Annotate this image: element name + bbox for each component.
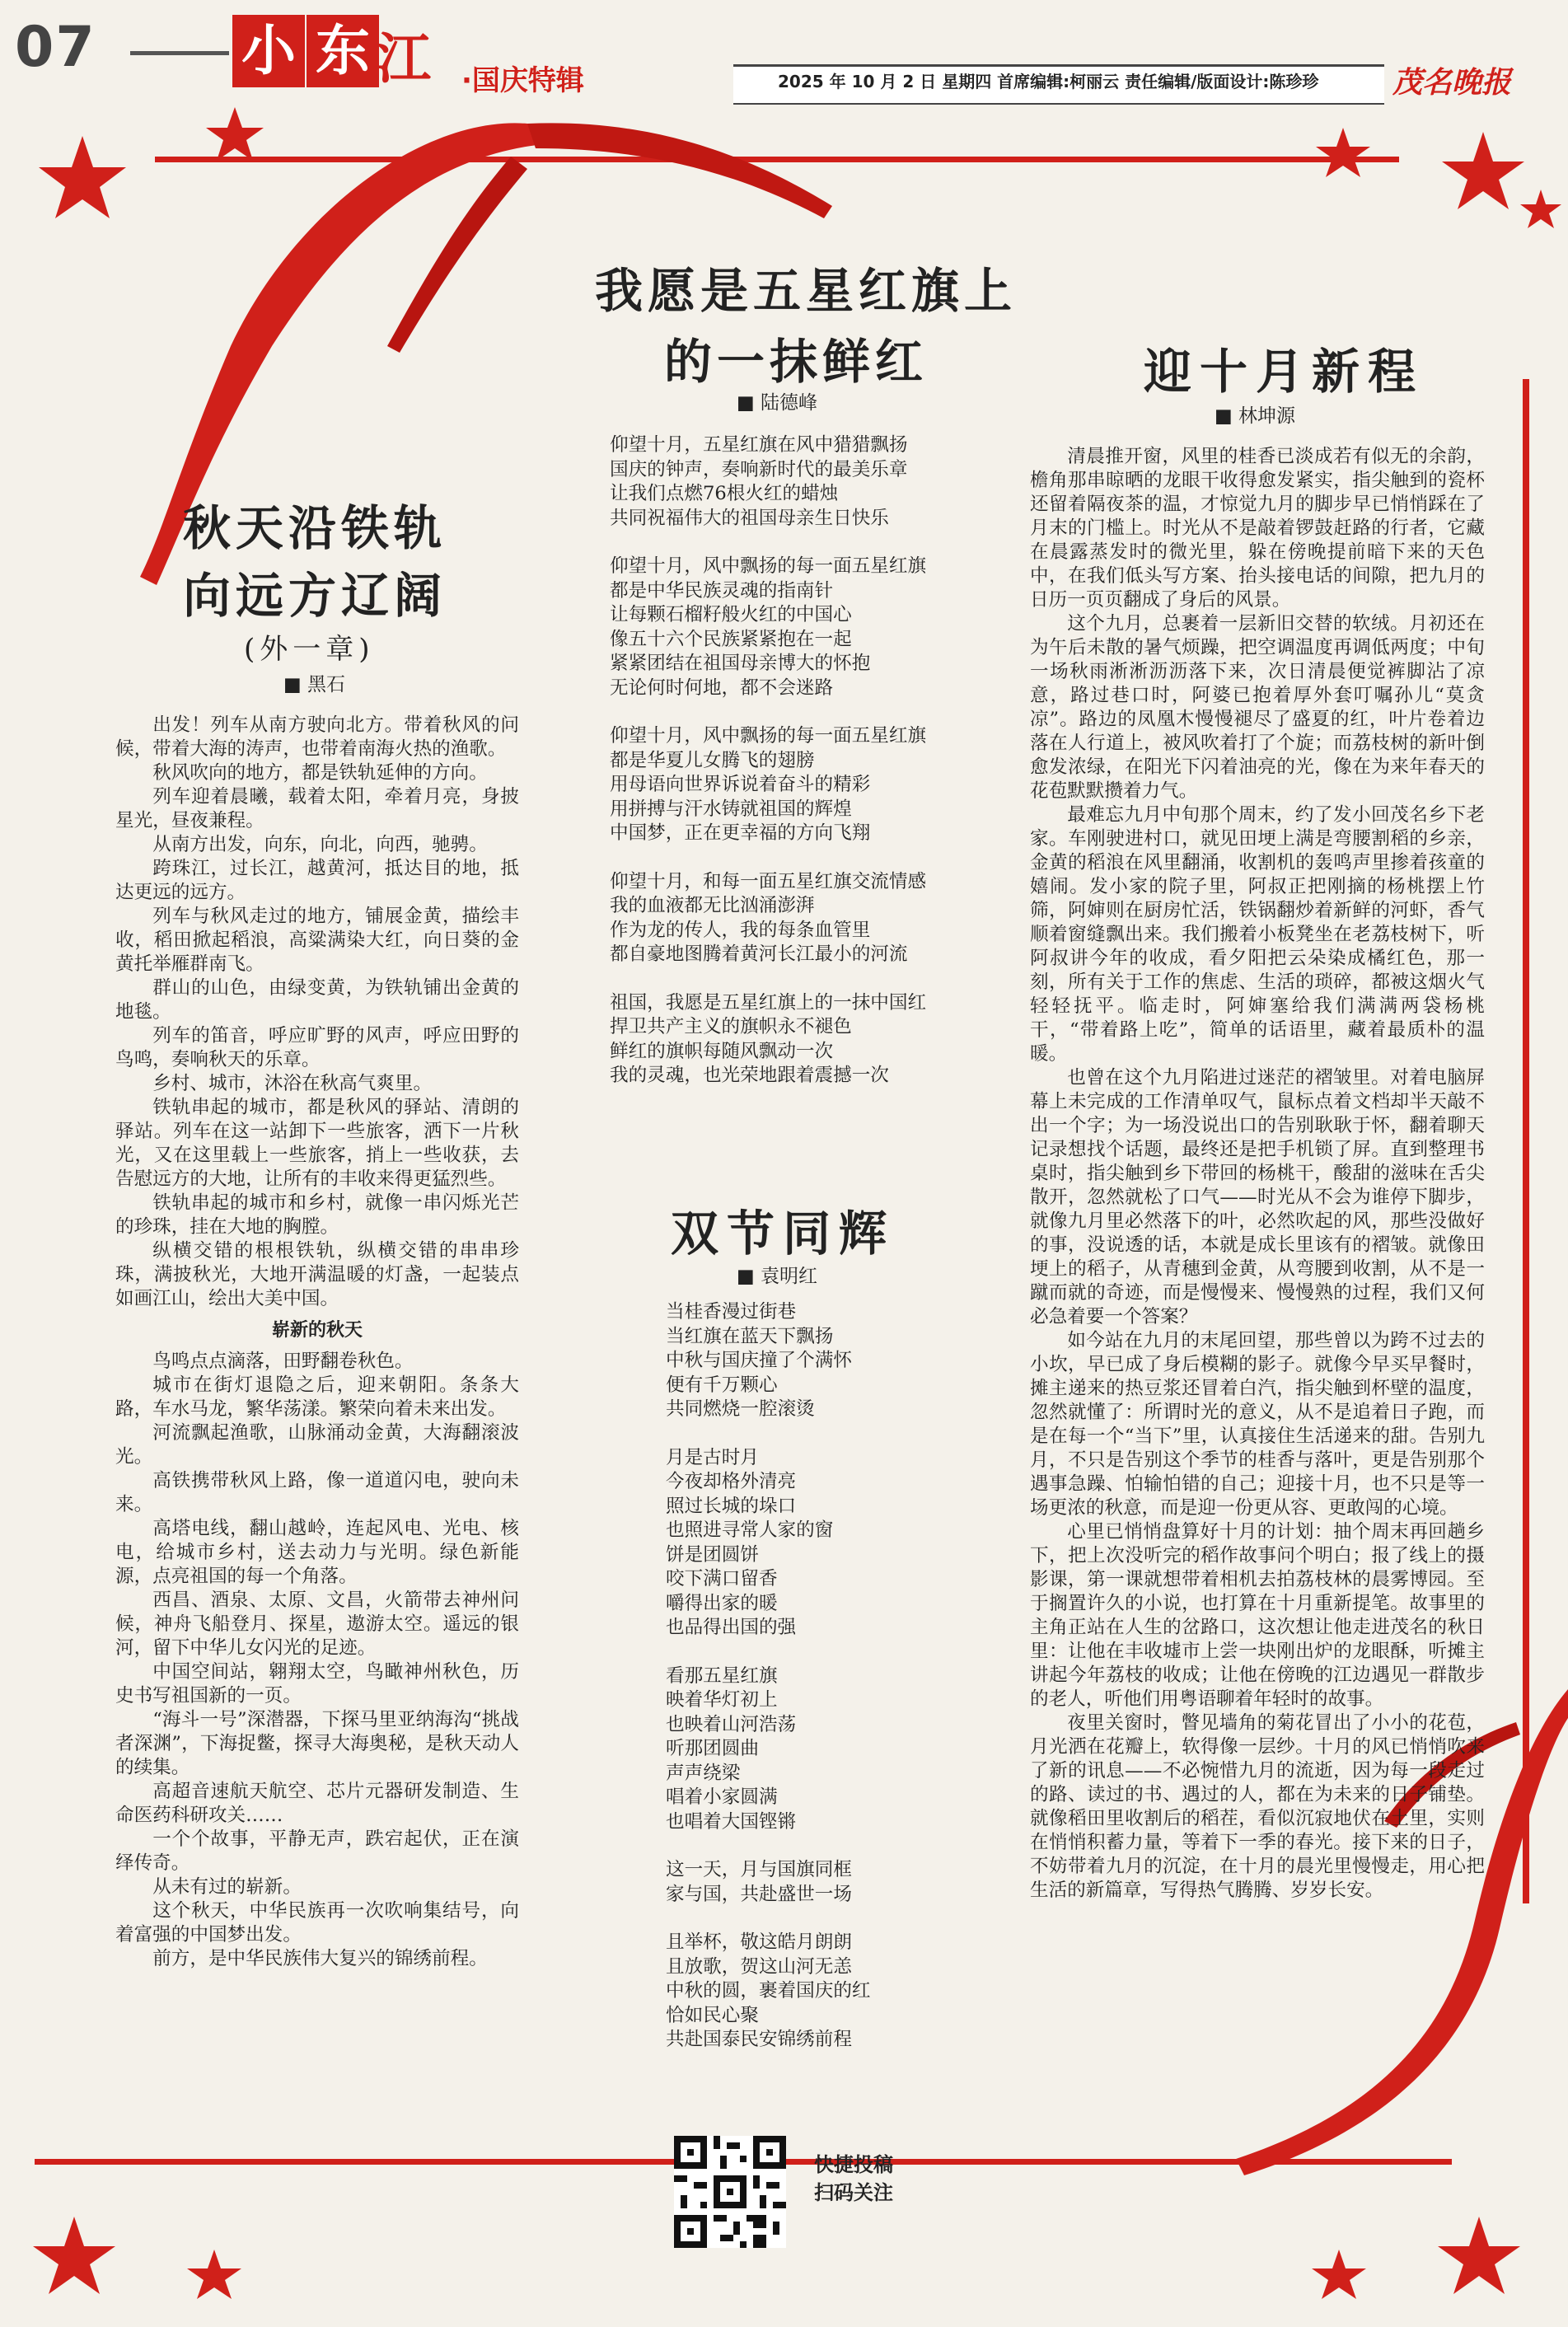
poem-line: 鲜红的旗帜每随风飘动一次 bbox=[610, 1040, 834, 1062]
poem-line: 听那团圆曲 bbox=[666, 1738, 759, 1759]
paragraph: 高超音速航天航空、芯片元器研发制造、生命医药科研攻关…… bbox=[115, 1781, 519, 1826]
poem-line: 紧紧团结在祖国母亲博大的怀抱 bbox=[610, 653, 871, 674]
poem-line: 嚼得出家的暖 bbox=[666, 1592, 778, 1614]
star-icon bbox=[1316, 128, 1370, 177]
poem-line: 无论何时何地，都不会迷路 bbox=[610, 677, 834, 699]
festival-author: ■ 袁明红 bbox=[737, 1261, 817, 1288]
poem-line: 月是古时月 bbox=[666, 1446, 759, 1468]
poem-line: 都自豪地图腾着黄河长江最小的河流 bbox=[610, 943, 908, 965]
poem-line: 像五十六个民族紧紧抱在一起 bbox=[610, 628, 852, 650]
poem-line: 中秋与国庆撞了个满怀 bbox=[666, 1350, 852, 1371]
poem-line: 今夜却格外清亮 bbox=[666, 1471, 797, 1492]
qr-caption-line1: 快捷投稿 bbox=[814, 2153, 893, 2176]
poem-line: 当红旗在蓝天下飘扬 bbox=[666, 1325, 834, 1347]
paragraph: 铁轨串起的城市和乡村，就像一串闪烁光芒的珍珠，挂在大地的胸膛。 bbox=[115, 1192, 519, 1238]
poem-line: 仰望十月，和每一面五星红旗交流情感 bbox=[610, 870, 927, 892]
paragraph: 从未有过的崭新。 bbox=[152, 1876, 302, 1898]
poem-line: 都是华夏儿女腾飞的翅膀 bbox=[610, 749, 815, 771]
poem-line: 映着华灯初上 bbox=[666, 1689, 778, 1711]
poem-line: 且举杯，敬这皓月朗朗 bbox=[666, 1931, 852, 1953]
paragraph: 高塔电线，翻山越岭，连起风电、光电、核电，给城市乡村，送去动力与光明。绿色新能源，点亮祖国的每一个角落。 bbox=[115, 1518, 519, 1587]
paragraph: 这个九月，总裹着一层新旧交替的软绒。月初还在为午后未散的暑气烦躁，把空调温度再调低两度；中旬一场秋雨淅淅沥沥落下来，次日清晨便觉裤脚沾了凉意，路过巷口时，阿婆已抱着厚外套叮嘱孙儿“莫贪凉”。路边的凤凰木慢慢褪尽了盛夏的红，叶片卷着边落在人行道上，被风吹着打了个旋；而荔枝树的新叶倒愈发浓绿，在阳光下闪着油亮的光，像在为来年春天的花苞默默攒着力气。 bbox=[1030, 613, 1485, 802]
paragraph: 秋风吹向的地方，都是铁轨延伸的方向。 bbox=[152, 762, 488, 784]
poem-line: 声声绕梁 bbox=[666, 1762, 741, 1784]
paragraph: 最难忘九月中旬那个周末，约了发小回茂名乡下老家。车刚驶进村口，就见田埂上满是弯腰割稻的乡亲，金黄的稻浪在风里翻涌，收割机的轰鸣声里掺着孩童的嬉闹。发小家的院子里，阿叔正把刚摘的杨桃摆上竹筛，阿婶则在厨房忙活，铁锅翻炒着新鲜的河虾，香气顺着窗缝飘出来。我们搬着小板凳坐在老荔枝树下，听阿叔讲今年的收成，看夕阳把云朵染成橘红色，那一刻，所有关于工作的焦虑、生活的琐碎，都被这烟火气轻轻抚平。临走时，阿婶塞给我们满满两袋杨桃干，“带着路上吃”，简单的话语里，藏着最质朴的温暖。 bbox=[1030, 804, 1485, 1065]
paragraph: 中国空间站，翱翔太空，鸟瞰神州秋色，历史书写祖国新的一页。 bbox=[115, 1661, 519, 1707]
qr-caption-line2: 扫码关注 bbox=[814, 2181, 893, 2204]
paragraph: 如今站在九月的末尾回望，那些曾以为跨不过去的小坎，早已成了身后模糊的影子。就像今早买早餐时，摊主递来的热豆浆还冒着白汽，指尖触到杯壁的温度，忽然就懂了：所谓时光的意义，从不是追着日子跑，而是在每一个“当下”里，认真接住生活递来的甜。告别九月，不只是告别这个季节的桂香与落叶，更是告别那个遇事急躁、怕输怕错的自己；迎接十月，也不只是等一场更浓的秋意，而是迎一份更从容、更敢闯的心境。 bbox=[1030, 1330, 1485, 1519]
star-icon bbox=[1442, 132, 1524, 209]
paragraph: 也曾在这个九月陷进过迷茫的褶皱里。对着电脑屏幕上未完成的工作清单叹气，鼠标点着文档却半天敲不出一个字；为一场没说出口的告别耿耿于怀，翻着聊天记录想找个话题，最终还是把手机锁了屏。直到整理书桌时，指尖触到乡下带回的杨桃干，酸甜的滋味在舌尖散开，忽然就松了口气——时光从不会为谁停下脚步，就像九月里必然落下的叶，必然吹起的风，那些没做好的事，没说透的话，本就是成长里该有的褶皱。就像田埂上的稻子，从青穗到金黄，从弯腰到收割，从不是一蹴而就的奇迹，而是慢慢来、慢慢熟的过程，我们又何必急着要一个答案？ bbox=[1030, 1067, 1485, 1327]
paragraph: 心里已悄悄盘算好十月的计划：抽个周末再回趟乡下，把上次没听完的稻作故事问个明白；报了线上的摄影课，第一课就想带着相机去拍荔枝林的晨雾博园。至于搁置许久的小说，也打算在十月重新提笔。故事里的主角正站在人生的岔路口，这次想让他走进茂名的秋日里：让他在丰收墟市上尝一块刚出炉的龙眼酥，听摊主讲起今年荔枝的收成；让他在傍晚的江边遇见一群散步的老人，听他们用粤语聊着年轻时的故事。 bbox=[1030, 1521, 1485, 1710]
paragraph: 出发！列车从南方驶向北方。带着秋风的问候，带着大海的涛声，也带着南海火热的渔歌。 bbox=[115, 714, 519, 760]
poem-stanza bbox=[610, 724, 972, 846]
poem-line: 也照进寻常人家的窗 bbox=[666, 1519, 834, 1541]
poem-stanza bbox=[666, 1664, 979, 1835]
poem-line: 也唱着大国铿锵 bbox=[666, 1810, 797, 1833]
october-title: 迎十月新程 bbox=[1144, 344, 1425, 400]
poem-line: 捍卫共产主义的旗帜永不褪色 bbox=[610, 1016, 852, 1037]
poem-line: 唱着小家圆满 bbox=[666, 1786, 778, 1808]
poem-line: 仰望十月，风中飘扬的每一面五星红旗 bbox=[610, 725, 927, 747]
poem-line: 我的灵魂，也光荣地跟着震撼一次 bbox=[610, 1065, 889, 1086]
poem-line: 用拼搏与汗水铸就祖国的辉煌 bbox=[610, 798, 852, 820]
poem-line: 照过长城的垛口 bbox=[666, 1495, 797, 1517]
qr-code-icon[interactable] bbox=[674, 2136, 786, 2248]
paragraph: 铁轨串起的城市，都是秋风的驿站、清朗的驿站。列车在这一站卸下一些旅客，洒下一片秋光，又在这里载上一些旅客，捎上一些收获，去告慰远方的大地，让所有的丰收来得更猛烈些。 bbox=[115, 1097, 519, 1190]
page-number-rule bbox=[130, 51, 229, 55]
header-info: 2025 年 10 月 2 日 星期四 首席编辑:柯丽云 责任编辑/版面设计:陈珍珍 bbox=[778, 72, 1319, 91]
paragraph: 列车与秋风走过的地方，铺展金黄，描绘丰收，稻田掀起稻浪，高粱满染大红，向日葵的金黄托举雁群南飞。 bbox=[115, 906, 519, 975]
poem-stanza bbox=[666, 1931, 979, 2053]
paragraph: 夜里关窗时，瞥见墙角的菊花冒出了小小的花苞，月光洒在花瓣上，软得像一层纱。十月的风已悄悄吹来了新的讯息——不必惋惜九月的流逝，因为每一段走过的路、读过的书、遇过的人，都在为未来的日子铺垫。就像稻田里收割后的稻茬，看似沉寂地伏在土里，实则在悄悄积蓄力量，等着下一季的春光。接下来的日子，不妨带着九月的沉淀，在十月的晨光里慢慢走，用心把生活的新篇章，写得热气腾腾、岁岁长安。 bbox=[1030, 1712, 1485, 1901]
poem-stanza bbox=[610, 870, 972, 967]
paragraph: 群山的山色，由绿变黄，为铁轨铺出金黄的地毯。 bbox=[115, 977, 519, 1023]
paragraph: 从南方出发，向东，向北，向西，驰骋。 bbox=[152, 834, 488, 855]
paragraph: 乡村、城市，沐浴在秋高气爽里。 bbox=[152, 1073, 433, 1094]
flag-author: ■ 陆德峰 bbox=[737, 387, 817, 414]
railway-title-line1: 秋天沿铁轨 bbox=[183, 500, 447, 556]
paragraph: 这个秋天，中华民族再一次吹响集结号，向着富强的中国梦出发。 bbox=[115, 1900, 519, 1945]
poem-line: 让我们点燃76根火红的蜡烛 bbox=[610, 483, 839, 504]
paragraph: 前方，是中华民族伟大复兴的锦绣前程。 bbox=[152, 1948, 488, 1969]
paragraph: 清晨推开窗，风里的桂香已淡成若有似无的余韵，檐角那串晾晒的龙眼干收得愈发紧实，指尖触到的瓷杯还留着隔夜茶的温，才惊觉九月的脚步早已悄悄踩在了月末的门槛上。时光从不是敲着锣鼓赶路的行者，它藏在晨露蒸发时的微光里，躲在傍晚提前暗下来的天色中，在我们低头写方案、抬头接电话的间隙，把九月的日历一页页翻成了身后的风景。 bbox=[1030, 446, 1485, 611]
poem-line: 让每颗石榴籽般火红的中国心 bbox=[610, 604, 852, 625]
paragraph: 城市在街灯退隐之后，迎来朝阳。条条大路，车水马龙，繁华荡漾。繁荣向着未来出发。 bbox=[115, 1374, 519, 1420]
poem-line: 作为龙的传人，我的每条血管里 bbox=[610, 919, 871, 941]
column-logo-char-1: 小 bbox=[232, 15, 305, 87]
poem-stanza bbox=[666, 1300, 979, 1422]
poem-line: 共同燃烧一腔滚烫 bbox=[666, 1398, 815, 1420]
poem-line: 便有千万颗心 bbox=[666, 1374, 778, 1396]
railway-subheading: 崭新的秋天 bbox=[271, 1320, 363, 1341]
poem-line: 用母语向世界诉说着奋斗的精彩 bbox=[610, 774, 871, 795]
star-icon bbox=[187, 2250, 241, 2299]
poem-line: 共赴国泰民安锦绣前程 bbox=[666, 2029, 852, 2050]
poem-stanza bbox=[610, 433, 972, 531]
poem-line: 看那五星红旗 bbox=[666, 1664, 778, 1687]
star-icon bbox=[1438, 2217, 1520, 2294]
paragraph: 河流飘起渔歌，山脉涌动金黄，大海翻滚波光。 bbox=[115, 1422, 519, 1468]
railway-author: ■ 黑石 bbox=[283, 669, 345, 696]
paragraph: 跨珠江，过长江，越黄河，抵达目的地，抵达更远的远方。 bbox=[115, 858, 519, 903]
flag-title-line1: 我愿是五星红旗上 bbox=[595, 263, 1018, 319]
october-author: ■ 林坤源 bbox=[1215, 400, 1295, 428]
poem-line: 家与国，共赴盛世一场 bbox=[666, 1883, 852, 1905]
poem-line: 咬下满口留香 bbox=[666, 1568, 778, 1590]
qr-caption bbox=[814, 2151, 893, 2207]
paragraph: 一个个故事，平静无声，跌宕起伏，正在演绎传奇。 bbox=[115, 1828, 519, 1874]
festival-poem bbox=[666, 1300, 979, 2077]
paragraph: 列车的笛音，呼应旷野的风声，呼应田野的鸟鸣，奏响秋天的乐章。 bbox=[115, 1025, 519, 1070]
paragraph: “海斗一号”深潜器，下探马里亚纳海沟“挑战者深渊”，下海捉鳖，探寻大海奥秘，是秋天动人的续集。 bbox=[115, 1709, 519, 1778]
poem-line: 中秋的圆，裹着国庆的红 bbox=[666, 1980, 871, 2002]
poem-line: 也品得出国的强 bbox=[666, 1617, 797, 1638]
poem-stanza bbox=[666, 1446, 979, 1641]
star-icon bbox=[1520, 190, 1561, 228]
poem-line: 这一天，月与国旗同框 bbox=[666, 1859, 852, 1880]
poem-line: 都是中华民族灵魂的指南针 bbox=[610, 579, 834, 602]
paragraph: 列车迎着晨曦，载着太阳，牵着月亮，身披星光，昼夜兼程。 bbox=[115, 786, 519, 831]
poem-line: 我的血液都无比汹涌澎湃 bbox=[610, 895, 815, 916]
poem-stanza bbox=[610, 555, 972, 700]
masthead-logo: 茂名晚报 bbox=[1392, 65, 1512, 100]
star-icon bbox=[33, 2217, 115, 2294]
railway-subtitle: (外一章) bbox=[244, 633, 375, 666]
paragraph: 鸟鸣点点滴落，田野翻卷秋色。 bbox=[152, 1351, 414, 1372]
poem-line: 中国梦，正在更幸福的方向飞翔 bbox=[610, 822, 871, 844]
paragraph: 高铁携带秋风上路，像一道道闪电，驶向未来。 bbox=[115, 1470, 519, 1515]
star-icon bbox=[39, 136, 126, 218]
railway-body bbox=[115, 714, 519, 1971]
column-logo-char-2: 东 bbox=[307, 15, 379, 87]
poem-line: 当桂香漫过街巷 bbox=[666, 1301, 797, 1323]
poem-line: 也映着山河浩荡 bbox=[666, 1713, 797, 1735]
poem-stanza bbox=[666, 1858, 979, 1907]
poem-line: 饼是团圆饼 bbox=[666, 1543, 759, 1566]
flag-poem bbox=[610, 433, 972, 1112]
section-label: ·国庆特辑 bbox=[461, 64, 584, 97]
poem-line: 仰望十月，五星红旗在风中猎猎飘扬 bbox=[610, 434, 908, 456]
star-icon bbox=[1312, 2250, 1366, 2299]
october-body bbox=[1030, 445, 1485, 1903]
poem-line: 恰如民心聚 bbox=[666, 2004, 759, 2026]
poem-line: 国庆的钟声，奏响新时代的最美乐章 bbox=[610, 458, 908, 480]
page-number: 07 bbox=[15, 15, 96, 80]
railway-title-line2: 向远方辽阔 bbox=[183, 568, 447, 624]
paragraph: 纵横交错的根根铁轨，纵横交错的串串珍珠，满披秋光，大地开满温暖的灯盏，一起装点如画江山，绘出大美中国。 bbox=[115, 1240, 519, 1309]
poem-line: 仰望十月，风中飘扬的每一面五星红旗 bbox=[610, 555, 927, 577]
paragraph: 西昌、酒泉、太原、文昌，火箭带去神州问候，神舟飞船登月、探星，遨游太空。遥远的银河，留下中华儿女闪光的足迹。 bbox=[115, 1590, 519, 1659]
poem-line: 共同祝福伟大的祖国母亲生日快乐 bbox=[610, 507, 889, 529]
flag-title-line2: 的一抹鲜红 bbox=[664, 334, 929, 390]
festival-title: 双节同辉 bbox=[671, 1206, 896, 1262]
poem-line: 且放歌，贺这山河无恙 bbox=[666, 1955, 852, 1978]
poem-line: 祖国，我愿是五星红旗上的一抹中国红 bbox=[610, 991, 927, 1014]
star-icon bbox=[206, 107, 264, 161]
poem-stanza bbox=[610, 991, 972, 1089]
column-logo-char-3: 江 bbox=[377, 27, 431, 91]
